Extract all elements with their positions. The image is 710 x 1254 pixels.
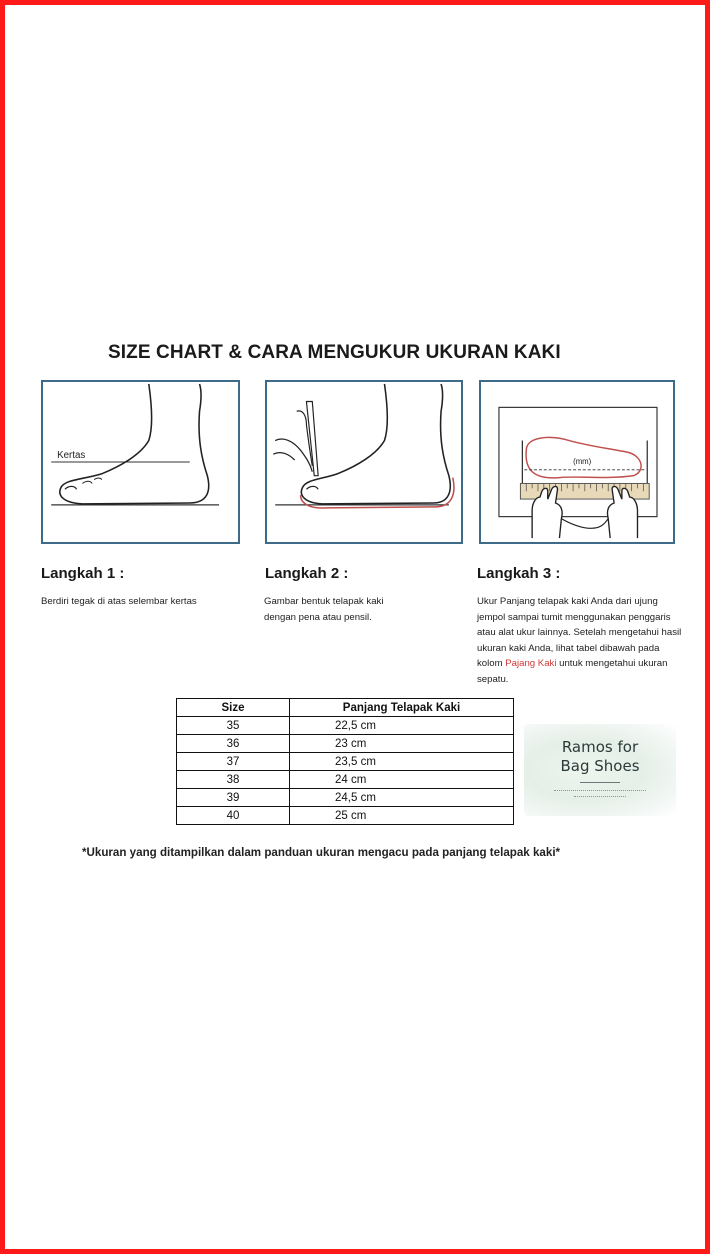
table-row <box>177 771 514 789</box>
step-2-illustration <box>265 380 463 544</box>
table-row <box>177 753 514 771</box>
length-cell: 22,5 cm <box>290 717 514 735</box>
logo-line-2: Bag Shoes <box>560 757 640 775</box>
tracing-foot-illustration <box>267 382 461 542</box>
length-cell: 24 cm <box>290 771 514 789</box>
size-table <box>176 698 514 825</box>
size-cell: 38 <box>177 771 290 789</box>
table-row <box>177 789 514 807</box>
length-header: Panjang Telapak Kaki <box>290 699 514 717</box>
table-header-row <box>177 699 514 717</box>
mm-label: (mm) <box>573 456 592 466</box>
step-1-title: Langkah 1 : <box>41 565 125 582</box>
logo-fine-print-2 <box>574 796 626 799</box>
size-cell: 39 <box>177 789 290 807</box>
size-cell: 36 <box>177 735 290 753</box>
length-cell: 24,5 cm <box>290 789 514 807</box>
step-2-description: Gambar bentuk telapak kaki dengan pena atau pensil. <box>264 596 384 623</box>
step-1-illustration <box>41 380 240 544</box>
size-cell: 40 <box>177 807 290 825</box>
size-cell: 35 <box>177 717 290 735</box>
table-row <box>177 807 514 825</box>
paper-label: Kertas <box>57 450 86 462</box>
step-3-title: Langkah 3 : <box>477 565 561 582</box>
size-cell: 37 <box>177 753 290 771</box>
step-3-illustration <box>479 380 675 544</box>
step-3-description <box>477 594 682 687</box>
length-cell: 23,5 cm <box>290 753 514 771</box>
step-1-description: Berdiri tegak di atas selembar kertas <box>41 596 197 607</box>
footnote: *Ukuran yang ditampilkan dalam panduan ukuran mengacu pada panjang telapak kaki* <box>82 846 561 859</box>
step-3-description-end: untuk mengetahui ukuran sepatu. <box>477 658 668 685</box>
measuring-foot-illustration <box>481 382 673 542</box>
table-row <box>177 717 514 735</box>
step-3-highlight: Pajang Kaki <box>505 658 557 669</box>
step-2-title: Langkah 2 : <box>265 565 349 582</box>
logo-divider <box>580 782 620 783</box>
table-row <box>177 735 514 753</box>
size-header: Size <box>177 699 290 717</box>
length-cell: 23 cm <box>290 735 514 753</box>
page-title: SIZE CHART & CARA MENGUKUR UKURAN KAKI <box>108 342 561 363</box>
brand-logo <box>524 724 676 816</box>
logo-line-1: Ramos for <box>561 738 639 756</box>
length-cell: 25 cm <box>290 807 514 825</box>
step-3-description-text: Ukur Panjang telapak kaki Anda dari ujung jempol sampai tumit menggunakan penggaris atau alat ukur lainnya. Setelah mengetahui hasil ukuran kaki Anda, lihat tabel dibawah pada kolom <box>477 596 682 669</box>
logo-fine-print <box>554 790 646 793</box>
foot-on-paper-illustration <box>43 382 238 542</box>
